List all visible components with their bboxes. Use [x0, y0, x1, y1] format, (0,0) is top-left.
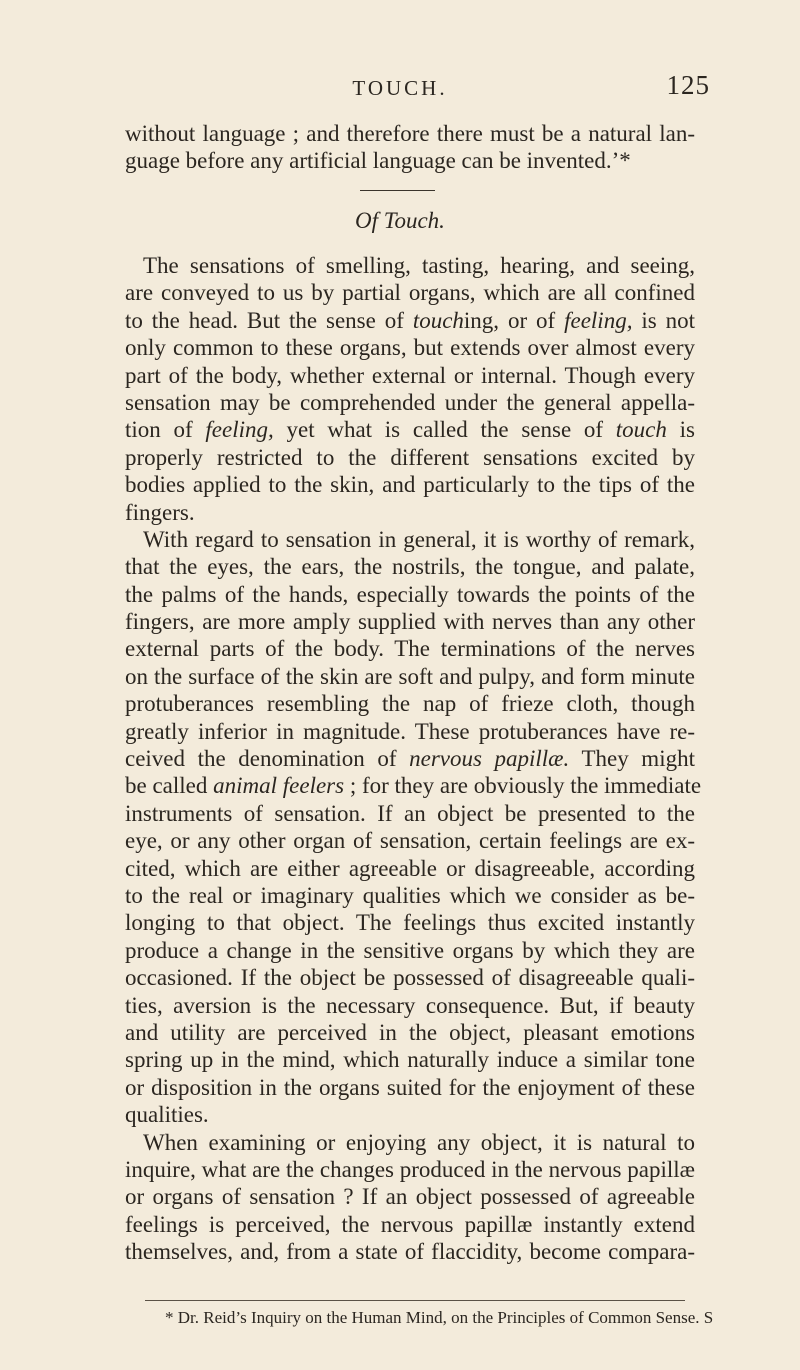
- text-line: external parts of the body. The terminations of the nerves: [125, 636, 695, 662]
- footnote: * Dr. Reid’s Inquiry on the Human Mind, on the Principles of Common Sense. S: [165, 1308, 714, 1327]
- text-line: ties, aversion is the necessary consequence. But, if beauty: [125, 992, 695, 1018]
- text-line: without language ; and therefore there must be a natural lan-: [125, 121, 695, 146]
- text-line: sensation may be comprehended under the general appella-: [125, 389, 695, 415]
- text-line: protuberances resembling the nap of frieze cloth, though: [125, 691, 695, 717]
- text-line: and utility are perceived in the object, pleasant emotions: [125, 1019, 695, 1045]
- text-line: fingers, are more amply supplied with nerves than any other: [125, 609, 695, 635]
- text-line: that the eyes, the ears, the nostrils, the tongue, and palate,: [125, 554, 695, 580]
- text-line: bodies applied to the skin, and particularly to the tips of the: [125, 472, 695, 498]
- text-line: ceived the denomination of nervous papillæ. They might: [125, 746, 695, 772]
- text-line: feelings is perceived, the nervous papillæ instantly extend: [125, 1211, 695, 1237]
- text-line: properly restricted to the different sensations excited by: [125, 444, 695, 470]
- text-line: fingers.: [125, 499, 195, 525]
- text-line: longing to that object. The feelings thus excited instantly: [125, 910, 695, 936]
- section-title: Of Touch.: [355, 208, 445, 233]
- text-line: inquire, what are the changes produced in the nervous papillæ: [125, 1156, 695, 1182]
- text-line: or organs of sensation ? If an object possessed of agreeable: [125, 1184, 695, 1210]
- text-line: part of the body, whether external or internal. Though every: [125, 362, 695, 388]
- running-title: TOUCH.: [352, 76, 448, 100]
- text-line: to the head. But the sense of touching, or of feeling, is not: [125, 307, 695, 333]
- page-header: [0, 70, 800, 110]
- text-line: tion of feeling, yet what is called the sense of touch is: [125, 417, 695, 443]
- text-line: the palms of the hands, especially towards the points of the: [125, 581, 695, 607]
- opening-paragraph: [125, 120, 695, 175]
- text-line: qualities.: [125, 1102, 209, 1128]
- section-divider: [360, 190, 435, 191]
- text-line: be called animal feelers ; for they are obviously the immediate: [125, 773, 702, 799]
- text-line: to the real or imaginary qualities which we consider as be-: [125, 882, 695, 908]
- text-line: instruments of sensation. If an object be presented to the: [125, 800, 695, 826]
- text-line: only common to these organs, but extends over almost every: [125, 335, 695, 361]
- page-number: 125: [666, 70, 710, 100]
- text-line: The sensations of smelling, tasting, hearing, and seeing,: [143, 253, 695, 278]
- text-line: themselves, and, from a state of flaccidity, become compara-: [125, 1239, 695, 1265]
- text-line: produce a change in the sensitive organs by which they are: [125, 937, 695, 963]
- footnote-divider: [145, 1300, 685, 1301]
- text-line: cited, which are either agreeable or disagreeable, according: [125, 855, 695, 881]
- text-line: When examining or enjoying any object, it is natural to: [143, 1129, 695, 1155]
- body-text: [125, 252, 702, 1265]
- text-line: eye, or any other organ of sensation, certain feelings are ex-: [125, 828, 695, 854]
- text-line: or disposition in the organs suited for the enjoyment of these: [125, 1074, 695, 1100]
- text-line: greatly inferior in magnitude. These protuberances have re-: [125, 718, 695, 744]
- text-line: are conveyed to us by partial organs, which are all confined: [125, 280, 695, 306]
- text-line: on the surface of the skin are soft and pulpy, and form minute: [125, 663, 695, 689]
- text-line: occasioned. If the object be possessed of disagreeable quali-: [125, 965, 695, 991]
- text-line: With regard to sensation in general, it is worthy of remark,: [143, 526, 695, 552]
- text-line: guage before any artificial language can be invented.’*: [125, 148, 631, 174]
- text-line: spring up in the mind, which naturally induce a similar tone: [125, 1047, 695, 1073]
